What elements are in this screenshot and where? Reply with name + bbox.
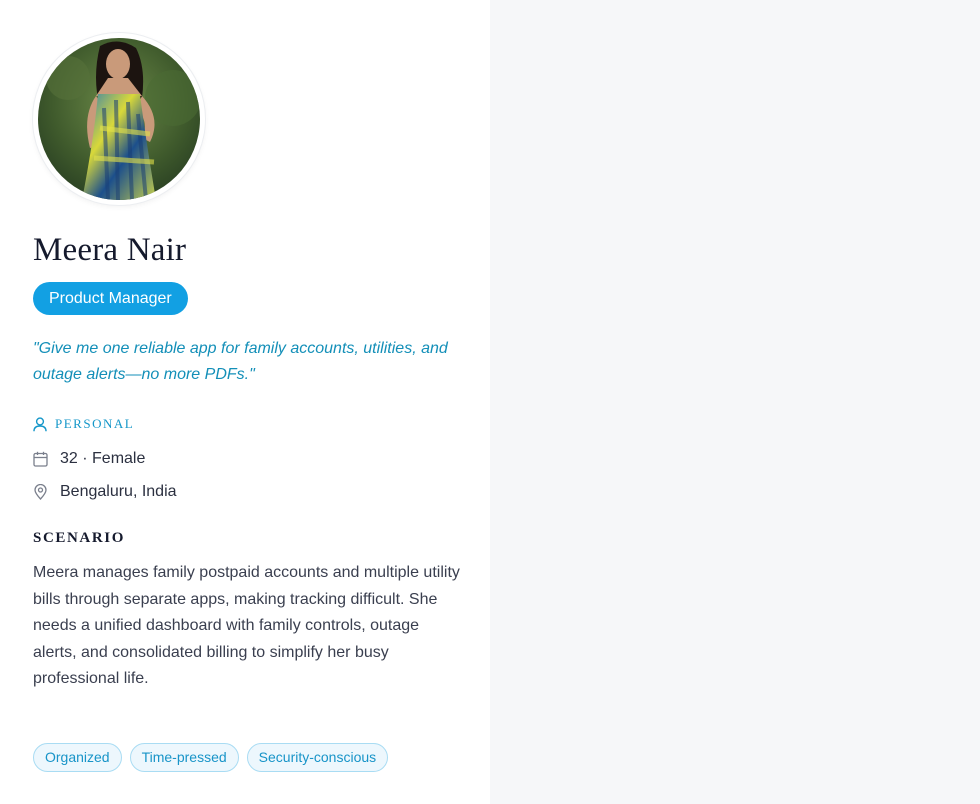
right-column [490, 0, 980, 804]
role-badge: Product Manager [33, 282, 188, 315]
avatar [38, 38, 200, 200]
age-gender-text: 32 · Female [60, 450, 146, 467]
map-pin-icon [33, 484, 48, 500]
location-row [33, 483, 177, 501]
calendar-icon [33, 451, 48, 467]
tag: Security-conscious [247, 743, 389, 772]
tag: Organized [33, 743, 122, 772]
persona-name: Meera Nair [33, 232, 187, 268]
age-gender-row [33, 450, 145, 468]
scenario-text: Meera manages family postpaid accounts and multiple utility bills through separate apps, making tracking difficult. She needs a unified dashboard with family controls, outage alerts, and consolidated billing to simplify her busy professional life. [33, 564, 460, 687]
user-icon [33, 417, 47, 432]
personal-section-header [33, 416, 134, 432]
location-text: Bengaluru, India [60, 483, 177, 500]
tag: Time-pressed [130, 743, 239, 772]
avatar-frame [33, 33, 205, 205]
scenario-title: SCENARIO [33, 530, 125, 546]
persona-quote: "Give me one reliable app for family accounts, utilities, and outage alerts—no more PDFs." [33, 340, 448, 383]
personal-label: PERSONAL [55, 416, 135, 431]
tag-list [33, 743, 388, 772]
